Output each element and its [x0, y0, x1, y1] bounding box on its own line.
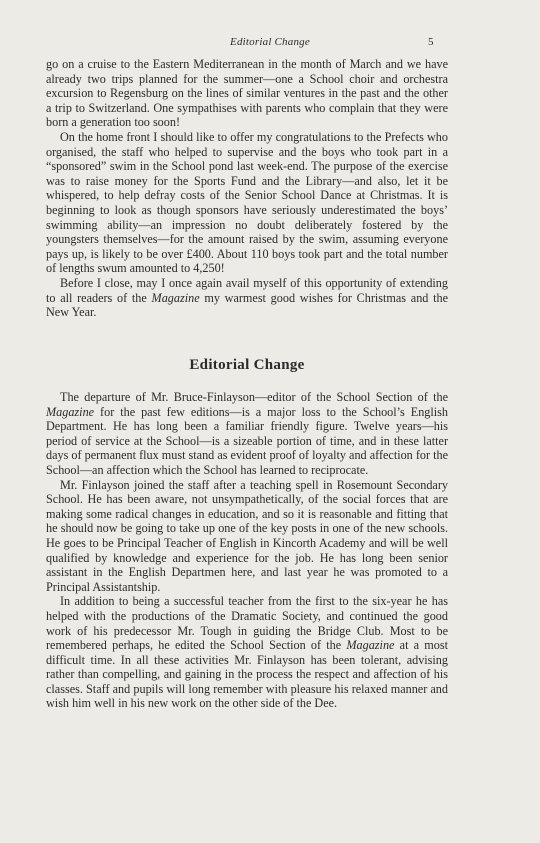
- paragraph-text: In addition to being a successful teacher from the first to the six-year he has helped with the productions of the Dramatic Society, and continued the good work of his predecessor Mr. Tough in guiding the Bridge Club. Most to be remembered perhaps, he edited the School Section of the: [46, 594, 448, 653]
- paragraph: [46, 130, 448, 276]
- page-number: 5: [428, 36, 434, 48]
- running-head: Editorial Change: [230, 36, 310, 48]
- magazine-title: Magazine: [346, 638, 395, 653]
- paragraph-text: On the home front I should like to offer my congratulations to the Prefects who organised, the staff who helped to supervise and the boys who took part in a “sponsored” swim in the School pond last week-end. The purpose of the exercise was to raise money for the Sports Fund and the Library—and also, let it be whispered, to help defray costs of the Senior School Dance at Christmas. It is beginning to look as though sponsors have seriously underestimated the boys’ swimming ability—an impression no doubt deliberately fostered by the youngsters themselves—for the amount raised by the swim, assuming everyone pays up, is likely to be over £400. About 110 boys took part and the total number of lengths swum amounted to 4,250!: [46, 129, 448, 276]
- article-body: [46, 390, 448, 711]
- paragraph: [46, 390, 448, 478]
- paragraph-text: my warmest good wishes for Christmas and the New Year.: [46, 290, 448, 320]
- paragraph: [46, 276, 448, 320]
- paragraph: [46, 594, 448, 711]
- paragraph-text: go on a cruise to the Eastern Mediterranean in the month of March and we have already two trips planned for the summer—one a School choir and orchestra excursion to Regensburg on the lines of similar ventures in the past and the other a trip to Switzerland. One sympathises with parents who complain that they were born a generation too soon!: [46, 57, 448, 130]
- paragraph-text: at a most difficult time. In all these activities Mr. Finlayson has been tolerant, advising rather than compelling, and gaining in the process the respect and affection of his classes. Staff and pupils will long remember with pleasure his relaxed manner and wish him well in his new work on the other side of the Dee.: [46, 638, 448, 711]
- magazine-title: Magazine: [151, 290, 200, 305]
- paragraph-text: The departure of Mr. Bruce-Finlayson—editor of the School Section of the: [60, 390, 448, 404]
- paragraph: [46, 57, 448, 130]
- magazine-title: Magazine: [46, 404, 95, 419]
- article-title: Editorial Change: [189, 357, 305, 373]
- paragraph-text: for the past few editions—is a major loss to the School’s English Department. He has long been a familiar friendly figure. Twelve years—his period of service at the School—is a sizeable portion of time, and in these latter days of permanent flux must stand as evident proof of loyalty and affection for the School—an affection which the School has learned to reciprocate.: [46, 404, 448, 477]
- paragraph-text: Before I close, may I once again avail myself of this opportunity of extending to all readers of the: [46, 275, 448, 305]
- paragraph: [46, 478, 448, 595]
- paragraph-text: Mr. Finlayson joined the staff after a teaching spell in Rosemount Secondary School. He has been aware, not unsympathetically, of the social forces that are making some radical changes in education, and so it is reasonable and fitting that he should now be going to take up one of the key posts in one of the new schools. He goes to be Principal Teacher of English in Kincorth Academy and will be well qualified by knowledge and experience for the job. He has long been senior assistant in the English Departmen here, and last year he was promoted to a Principal Assistantship.: [46, 477, 448, 594]
- continued-text: [46, 57, 448, 320]
